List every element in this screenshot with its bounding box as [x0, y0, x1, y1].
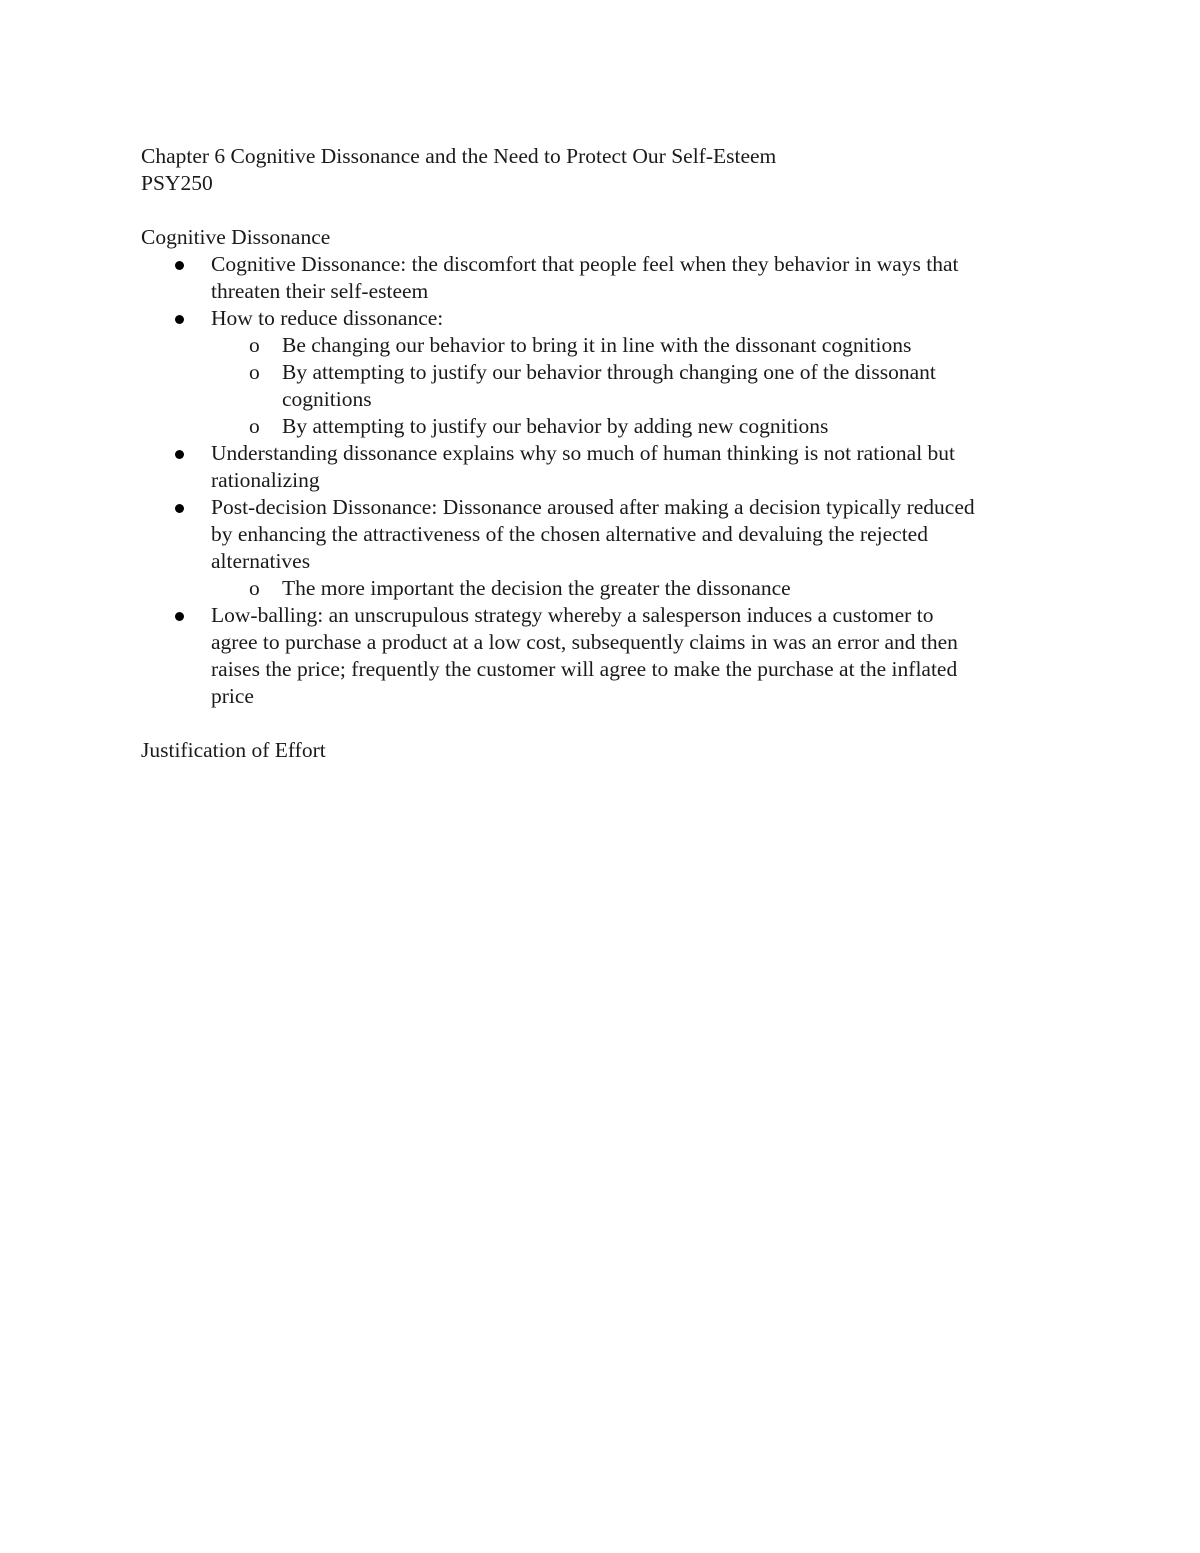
- bullet-icon: [175, 612, 184, 621]
- sub-list-item: [211, 359, 1061, 413]
- bullet-icon: [175, 450, 184, 459]
- course-code: PSY250: [141, 171, 213, 195]
- sub-list-item: [211, 413, 1061, 440]
- section-heading-justification-of-effort: Justification of Effort: [141, 738, 326, 762]
- list-item: [141, 440, 1061, 494]
- bullet-list: [141, 440, 1061, 575]
- list-item-text: Post-decision Dissonance: Dissonance aroused after making a decision typically reduced by enhancing the attractiveness of the chosen alternative and devaluing the rejected alternatives: [211, 495, 975, 573]
- list-item: [141, 251, 1061, 305]
- sub-list: [141, 332, 1061, 440]
- hollow-bullet-icon: o: [249, 360, 260, 384]
- sub-list-item-text: By attempting to justify our behavior by adding new cognitions: [282, 414, 829, 438]
- bullet-icon: [175, 315, 184, 324]
- hollow-bullet-icon: o: [249, 333, 260, 357]
- sub-list-item: [211, 332, 1061, 359]
- section-heading-cognitive-dissonance: Cognitive Dissonance: [141, 225, 331, 249]
- sub-list-item-text: The more important the decision the greater the dissonance: [282, 576, 791, 600]
- list-item-text: How to reduce dissonance:: [211, 306, 444, 330]
- document-body: [141, 143, 1061, 764]
- list-item: [141, 602, 1061, 710]
- list-item-text: Understanding dissonance explains why so much of human thinking is not rational but rationalizing: [211, 441, 956, 492]
- sub-list-item-text: Be changing our behavior to bring it in line with the dissonant cognitions: [282, 333, 912, 357]
- document-title: Chapter 6 Cognitive Dissonance and the Need to Protect Our Self-Esteem: [141, 144, 777, 168]
- sub-list-item-text: By attempting to justify our behavior through changing one of the dissonant cognitions: [282, 360, 936, 411]
- bullet-icon: [175, 261, 184, 270]
- sub-list-item: [211, 575, 1061, 602]
- bullet-list: [141, 602, 1061, 710]
- bullet-icon: [175, 504, 184, 513]
- list-item-text: Cognitive Dissonance: the discomfort that people feel when they behavior in ways that threaten their self-esteem: [211, 252, 959, 303]
- list-item-text: Low-balling: an unscrupulous strategy whereby a salesperson induces a customer to agree to purchase a product at a low cost, subsequently claims in was an error and then raises the price; frequently the customer will agree to make the purchase at the inflated price: [211, 603, 958, 708]
- bullet-list: [141, 251, 1061, 332]
- list-item: [141, 305, 1061, 332]
- blank-line: [141, 197, 1061, 224]
- blank-line: [141, 710, 1061, 737]
- sub-list: [141, 575, 1061, 602]
- hollow-bullet-icon: o: [249, 414, 260, 438]
- hollow-bullet-icon: o: [249, 576, 260, 600]
- list-item: [141, 494, 1061, 575]
